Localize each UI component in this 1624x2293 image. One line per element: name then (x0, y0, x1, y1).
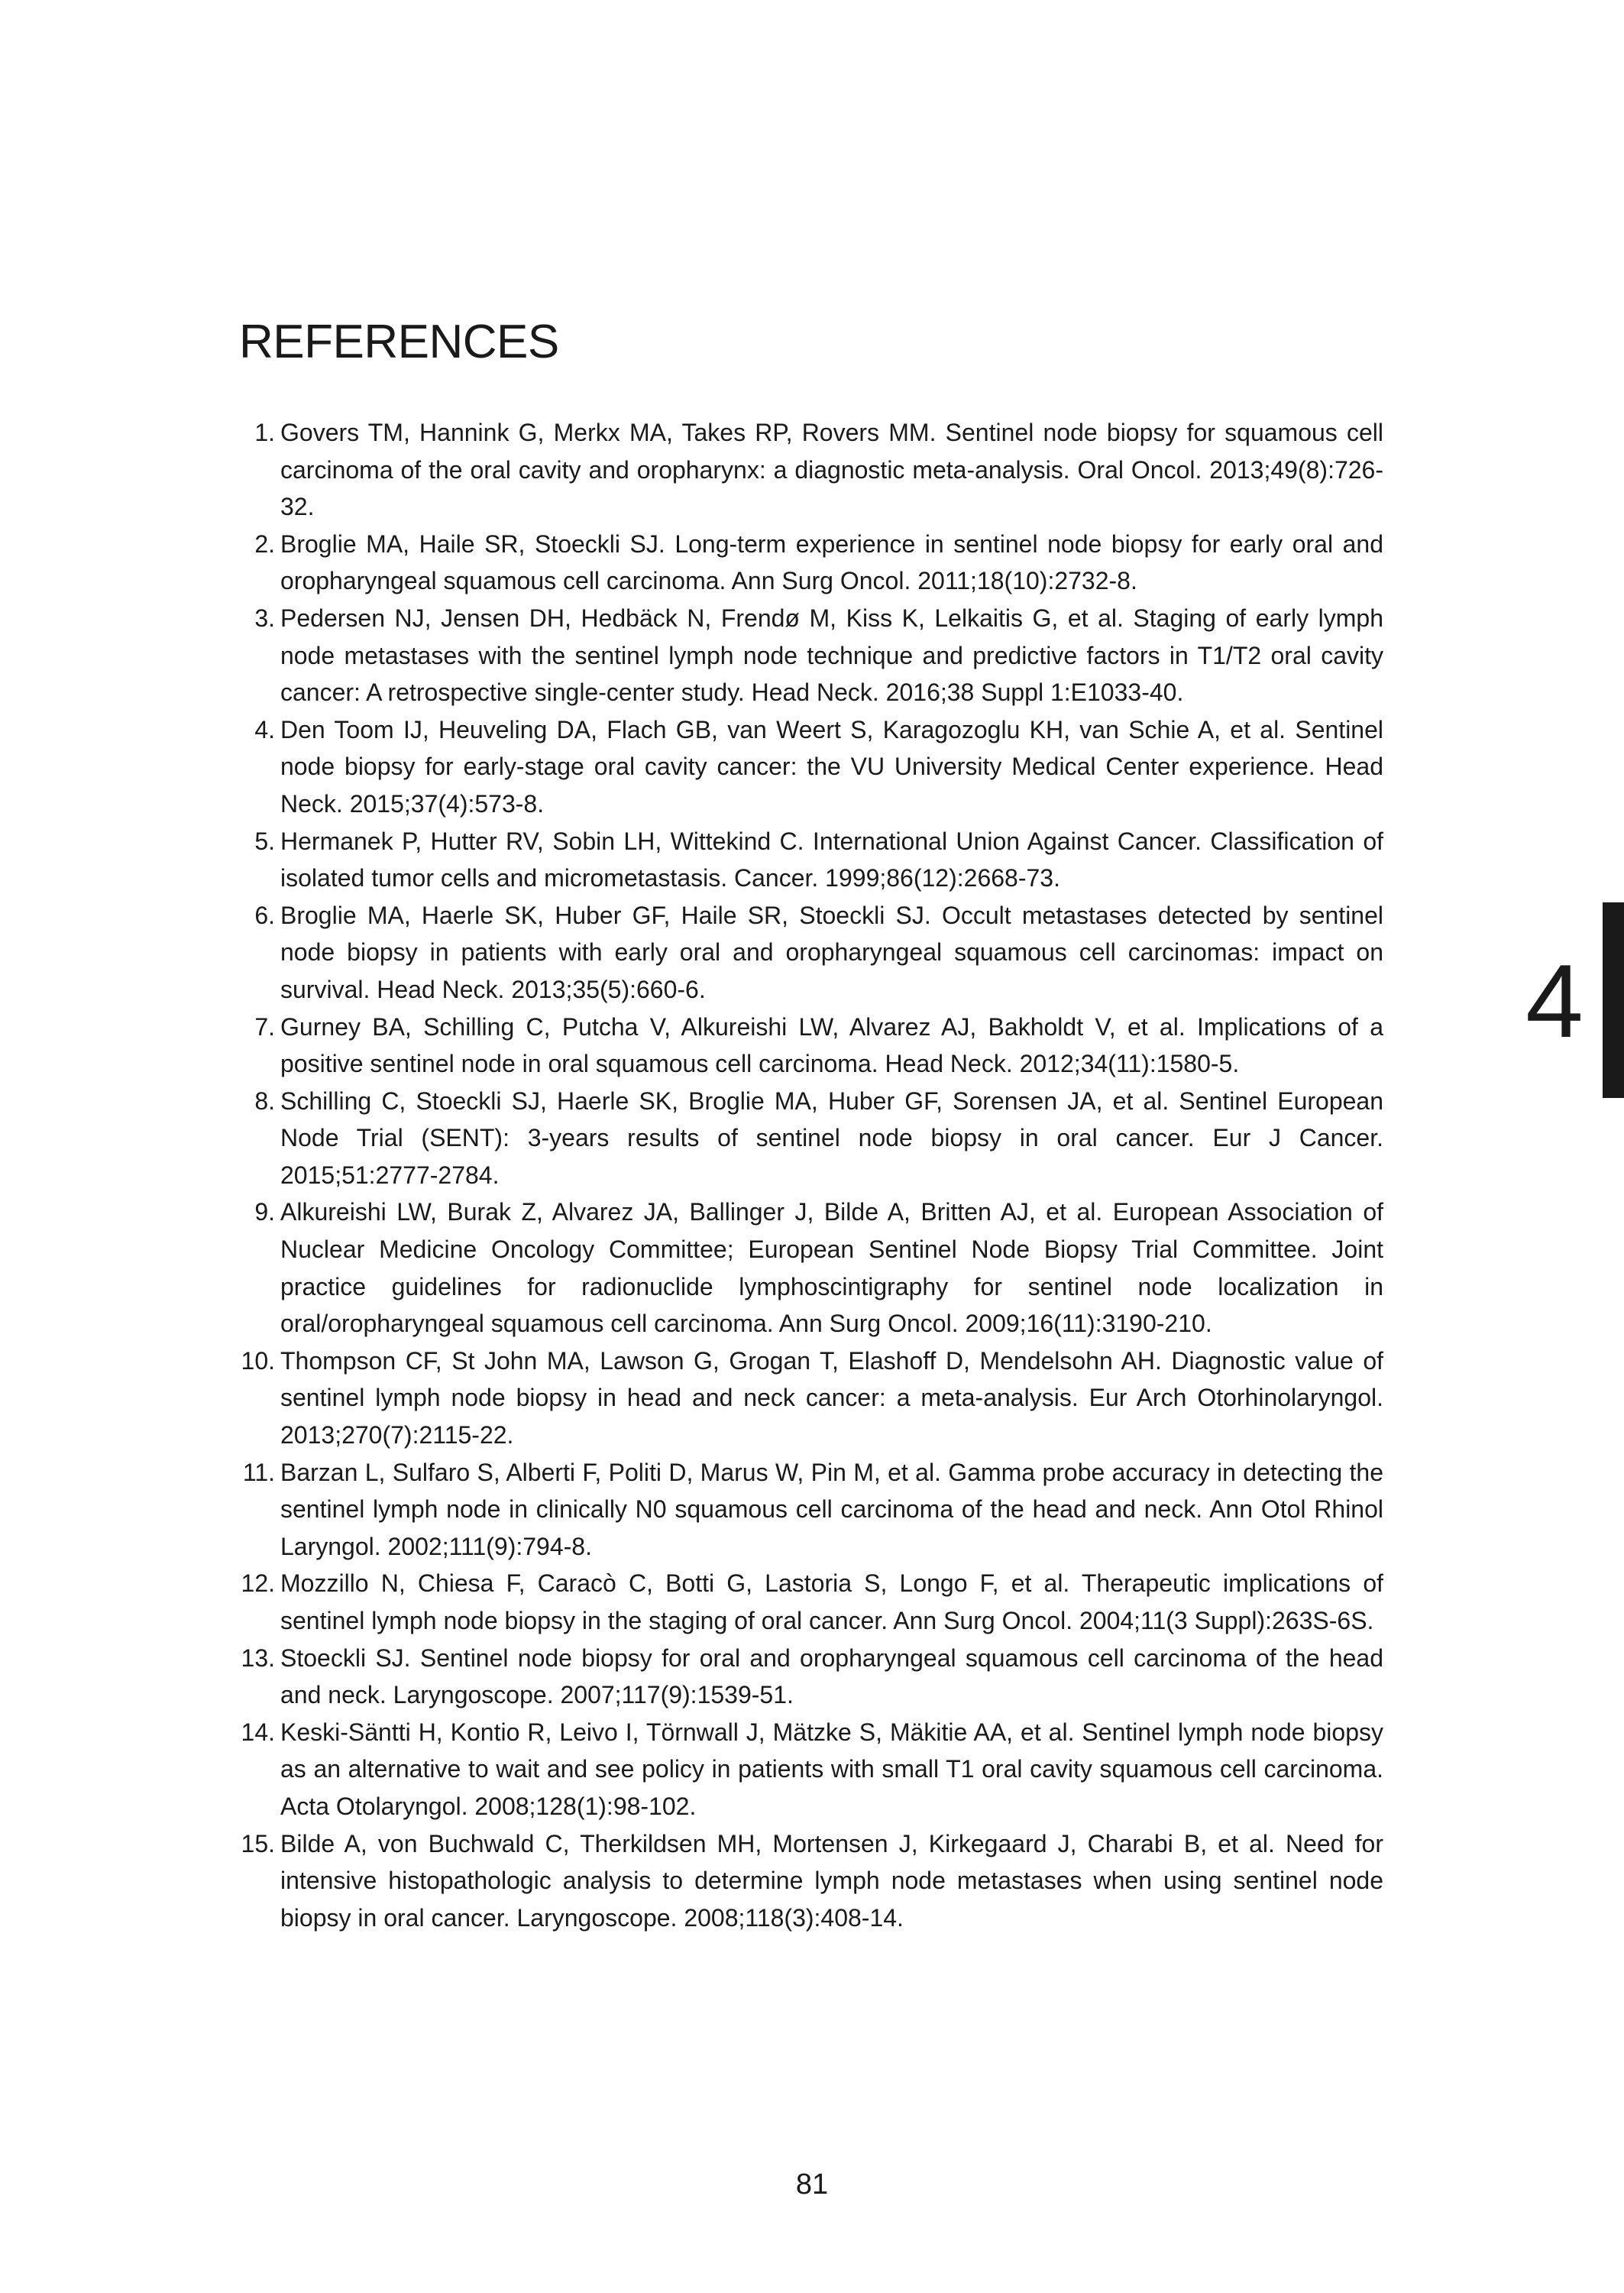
reference-number: 8. (254, 1087, 275, 1115)
reference-item (235, 1193, 1383, 1342)
reference-item (235, 1825, 1383, 1937)
reference-item (235, 1454, 1383, 1566)
reference-item (235, 711, 1383, 823)
reference-number: 6. (254, 901, 275, 929)
page-heading: REFERENCES (239, 316, 559, 368)
reference-number: 11. (242, 1458, 275, 1486)
reference-item (235, 1565, 1383, 1639)
reference-text: Broglie MA, Haile SR, Stoeckli SJ. Long-term experience in sentinel node biopsy for early oral and oropharyngeal squamous cell carcinoma. Ann Surg Oncol. 2011;18(10):2732-8. (280, 530, 1383, 595)
chapter-tab-marker (1603, 902, 1624, 1098)
reference-text: Schilling C, Stoeckli SJ, Haerle SK, Broglie MA, Huber GF, Sorensen JA, et al. Sentinel European Node Trial (SENT): 3-years results of sentinel node biopsy in oral cancer. Eur J Cancer. 2015;51:2777-2784. (280, 1087, 1383, 1189)
reference-item (235, 1342, 1383, 1454)
reference-number: 1. (254, 419, 275, 446)
reference-item (235, 1083, 1383, 1194)
reference-item (235, 1714, 1383, 1825)
reference-text: Gurney BA, Schilling C, Putcha V, Alkureishi LW, Alvarez AJ, Bakholdt V, et al. Implications of a positive sentinel node in oral squamous cell carcinoma. Head Neck. 2012;34(11):1580-5. (280, 1012, 1383, 1078)
chapter-number: 4 (1525, 943, 1584, 1059)
reference-number: 14. (241, 1718, 275, 1746)
reference-text: Pedersen NJ, Jensen DH, Hedbäck N, Frendø M, Kiss K, Lelkaitis G, et al. Staging of early lymph node metastases with the sentinel lymph node technique and predictive factors in T1/T2 oral cavity cancer: A retrospective single-center study. Head Neck. 2016;38 Suppl 1:E1033-40. (280, 604, 1383, 707)
reference-item (235, 823, 1383, 897)
reference-text: Bilde A, von Buchwald C, Therkildsen MH, Mortensen J, Kirkegaard J, Charabi B, et al. Need for intensive histopathologic analysis to determine lymph node metastases when using sentinel node biopsy in oral cancer. Laryngoscope. 2008;118(3):408-14. (280, 1829, 1383, 1932)
reference-number: 9. (254, 1198, 275, 1226)
reference-number: 7. (254, 1012, 275, 1041)
reference-text: Barzan L, Sulfaro S, Alberti F, Politi D, Marus W, Pin M, et al. Gamma probe accuracy in detecting the sentinel lymph node in clinically N0 squamous cell carcinoma of the head and neck. Ann Otol Rhinol Laryngol. 2002;111(9):794-8. (280, 1458, 1383, 1560)
reference-text: Broglie MA, Haerle SK, Huber GF, Haile SR, Stoeckli SJ. Occult metastases detected by sentinel node biopsy in patients with early oral and oropharyngeal squamous cell carcinomas: impact on survival. Head Neck. 2013;35(5):660-6. (280, 901, 1383, 1003)
reference-number: 2. (254, 530, 275, 558)
reference-item (235, 897, 1383, 1009)
reference-item (235, 526, 1383, 600)
reference-item (235, 600, 1383, 711)
reference-text: Govers TM, Hannink G, Merkx MA, Takes RP, Rovers MM. Sentinel node biopsy for squamous cell carcinoma of the oral cavity and oropharynx: a diagnostic meta-analysis. Oral Oncol. 2013;49(8):726-32. (280, 419, 1383, 521)
reference-number: 12. (241, 1569, 275, 1598)
reference-number: 13. (241, 1644, 275, 1672)
reference-text: Thompson CF, St John MA, Lawson G, Grogan T, Elashoff D, Mendelsohn AH. Diagnostic value of sentinel lymph node biopsy in head and neck cancer: a meta-analysis. Eur Arch Otorhinolaryngol. 2013;270(7):2115-22. (280, 1346, 1383, 1449)
reference-list (235, 414, 1383, 1936)
reference-text: Mozzillo N, Chiesa F, Caracò C, Botti G, Lastoria S, Longo F, et al. Therapeutic implications of sentinel lymph node biopsy in the staging of oral cancer. Ann Surg Oncol. 2004;11(3 Suppl):263S-6S. (280, 1569, 1383, 1634)
reference-text: Keski-Säntti H, Kontio R, Leivo I, Törnwall J, Mätzke S, Mäkitie AA, et al. Sentinel lymph node biopsy as an alternative to wait and see policy in patients with small T1 oral cavity squamous cell carcinoma. Acta Otolaryngol. 2008;128(1):98-102. (280, 1718, 1383, 1820)
reference-text: Alkureishi LW, Burak Z, Alvarez JA, Ballinger J, Bilde A, Britten AJ, et al. European Association of Nuclear Medicine Oncology Committee; European Sentinel Node Biopsy Trial Committee. Joint practice guidelines for radionuclide lymphoscintigraphy for sentinel node localization in oral/oropharyngeal squamous cell carcinoma. Ann Surg Oncol. 2009;16(11):3190-210. (280, 1198, 1383, 1338)
reference-number: 4. (254, 715, 275, 743)
reference-item (235, 1640, 1383, 1714)
reference-item (235, 1009, 1383, 1083)
reference-text: Stoeckli SJ. Sentinel node biopsy for oral and oropharyngeal squamous cell carcinoma of the head and neck. Laryngoscope. 2007;117(9):1539-51. (280, 1644, 1383, 1709)
reference-number: 15. (241, 1829, 275, 1857)
reference-item (235, 414, 1383, 526)
reference-number: 3. (254, 604, 275, 632)
reference-number: 10. (241, 1346, 275, 1375)
reference-text: Den Toom IJ, Heuveling DA, Flach GB, van Weert S, Karagozoglu KH, van Schie A, et al. Sentinel node biopsy for early-stage oral cavity cancer: the VU University Medical Center experience. Head Neck. 2015;37(4):573-8. (280, 715, 1383, 818)
reference-number: 5. (254, 827, 275, 855)
page-number: 81 (795, 2168, 829, 2201)
reference-text: Hermanek P, Hutter RV, Sobin LH, Wittekind C. International Union Against Cancer. Classification of isolated tumor cells and micrometastasis. Cancer. 1999;86(12):2668-73. (280, 827, 1383, 892)
